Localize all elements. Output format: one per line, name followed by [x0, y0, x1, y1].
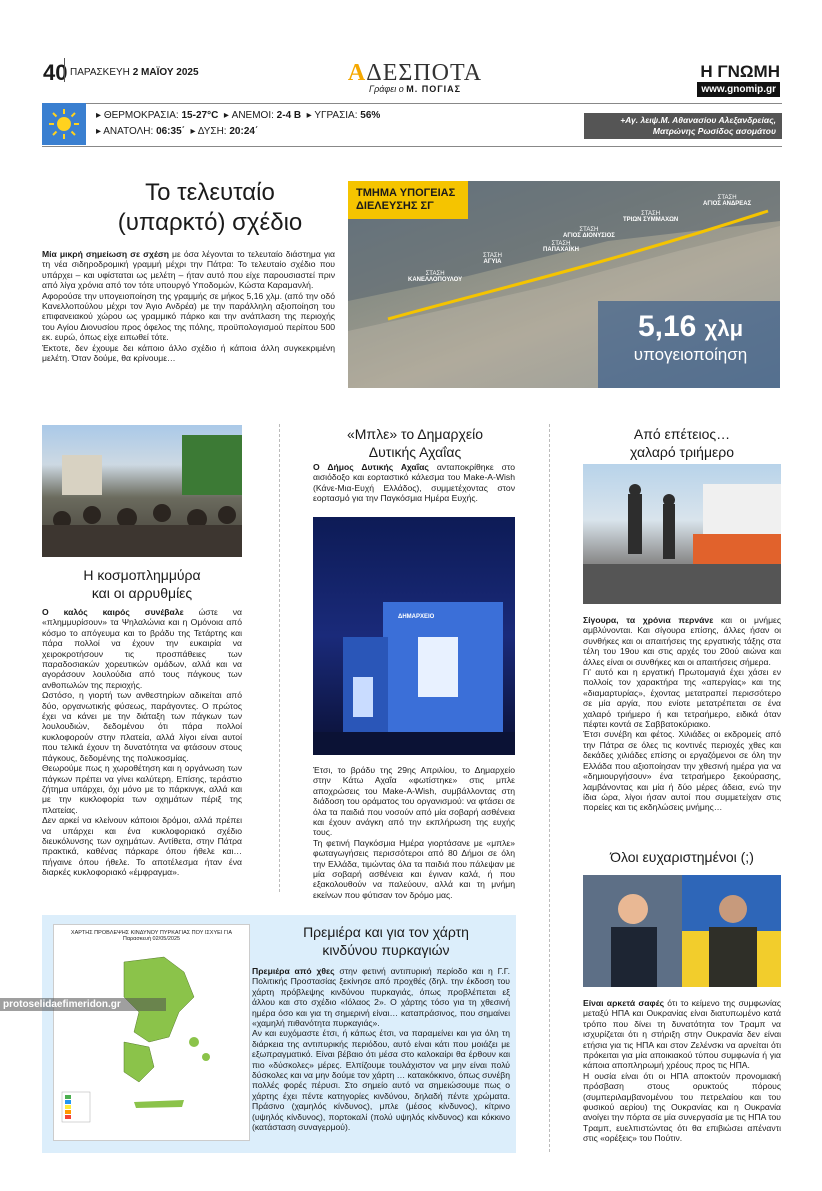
column-byline: Γράφει ο Μ. ΠΟΓΙΑΣ [368, 84, 462, 94]
column-title: ΑΔΕΣΠΟΤΑ [347, 60, 483, 86]
column-masthead [335, 60, 495, 94]
map-length-callout: 5,16 χλμ υπογειοποίηση [633, 310, 748, 364]
leaders-photo [583, 875, 781, 987]
column-divider [279, 424, 280, 892]
station-label: ΣΤΑΣΗ ΠΑΠΑΧΑΪΚΗ [543, 241, 579, 253]
newspaper-url[interactable]: www.gnomip.gr [697, 82, 780, 97]
town-hall-photo [313, 517, 515, 755]
date-day: ΠΑΡΑΣΚΕΥΗ [70, 67, 130, 78]
station-label: ΣΤΑΣΗ ΚΑΝΕΛΛΟΠΟΥΛΟΥ [408, 271, 463, 283]
weather-row-2: ▸ ΑΝΑΤΟΛΗ: 06:35΄ ▸ ΔΥΣΗ: 20:24΄ [96, 126, 259, 137]
crowd-photo [42, 425, 242, 557]
blue-article-title: «Μπλε» το Δημαρχείο Δυτικής Αχαΐας [346, 426, 483, 460]
weekend-article-title: Από επέτειος… χαλαρό τριήμερο [629, 426, 735, 460]
fire-map-date: Παρασκευή 02/05/2025 [122, 936, 181, 942]
weather-row-1: ▸ ΘΕΡΜΟΚΡΑΣΙΑ: 15-27°C ▸ ΑΝΕΜΟΙ: 2-4 Β ▸ ΥΓΡΑΣΙΑ: 56% [96, 110, 381, 121]
station-label: ΣΤΑΣΗ ΑΓΙΟΣ ΔΙΟΝΥΣΙΟΣ [563, 227, 615, 239]
fire-risk-map [53, 924, 250, 1141]
newspaper-logo: Η ΓΝΩΜΗ [700, 62, 780, 81]
station-label: ΣΤΑΣΗ ΤΡΙΩΝ ΣΥΜΜΑΧΩΝ [623, 211, 679, 223]
issue-date [70, 67, 199, 78]
map-banner: ΤΜΗΜΑ ΥΠΟΓΕΙΑΣ ΔΙΕΛΕΥΣΗΣ ΣΓ [356, 187, 456, 212]
happy-article-title: Όλοι ευχαριστημένοι (;) [610, 849, 754, 865]
happy-article-body: Είναι αρκετά σαφές ότι το κείμενο της συμφωνίας μεταξύ ΗΠΑ και Ουκρανίας είναι διατυπωμένο κατά τρόπο που δίνει τη δυνατότητα τον Τραμπ να ισχυρίζεται ότι η στήριξη στην Ουκρανία δεν είναι ετήσια για τις ΗΠΑ και στον Ζελένσκι να αρνείται ότι πρόκειται για μία αποικιακού τύπου συμφωνία ή για κάποια αποπληρωμή χρέους προς τις ΗΠΑ. Η ουσία είναι ότι οι ΗΠΑ αποκτούν προνομιακή πρόσβαση στους ορυκτούς πόρους (συμπεριλαμβανομένου του πετρελαίου και του φυσικού αερίου) της Ουκρανίας και η Ουκρανία ανοίγει την πόρτα σε μία συνεργασία με τις ΗΠΑ του Τραμπ, ευελπιστώντας ότι θα επιβιώσει απέναντι στις «ορέξεις» του Πούτιν. [583, 998, 781, 1144]
ferry-photo [583, 464, 781, 604]
column-divider [549, 424, 550, 1152]
watermark: protoselidaefimeridon.gr [0, 998, 166, 1011]
railway-map-graphic [348, 181, 780, 388]
station-label: ΣΤΑΣΗ ΑΓΙΟΣ ΑΝΔΡΕΑΣ [703, 195, 752, 207]
date-rest: 2 ΜΑΪΟΥ 2025 [132, 67, 199, 78]
header-divider [64, 58, 65, 82]
flowers-article-title: Η κοσμοπλημμύρα και οι αρρυθμίες [83, 567, 201, 601]
blue-article-body: Έτσι, το βράδυ της 29ης Απριλίου, το Δημαρχείο στην Κάτω Αχαΐα «φωτίστηκε» στις μπλε αποχρώσεις του Make-A-Wish, συμβάλλοντας στη διάδοση του οράματος του οργανισμού: να φτάσει σε όλα τα παιδιά που νοσούν από μία σοβαρή ασθένεια και έχουν ανάγκη από την εκπλήρωση της ευχής τους. Τη φετινή Παγκόσμια Ημέρα γιορτάσανε με «μπλε» φωταγωγήσεις περισσότεροι από 80 Δήμοι σε όλη την Ελλάδα, τιμώντας όλα τα παιδιά που πάλεψαν με μία σοβαρή ασθένεια και έγιναν καλά, ή που εξακολουθούν να παλεύουν, αλλά και τη μνήμη εκείνων που φύτισαν τον δρόμο μας. [313, 765, 515, 900]
main-article-title: Το τελευταίο (υπαρκτό) σχέδιο [117, 179, 303, 236]
sun-icon [42, 103, 86, 145]
page-number: 40 [43, 60, 68, 85]
saints-of-day: +Αγ. λειψ.Μ. Αθανασίου Αλεξανδρείας, Ματρώνης Ρωσίδος ασομάτου [584, 113, 782, 139]
station-label: ΣΤΑΣΗ ΑΓΥΙΑ [483, 253, 502, 265]
weekend-article-body: Σίγουρα, τα χρόνια περνάνε και οι μνήμες αμβλύνονται. Και σίγουρα επίσης, άλλες ήσαν οι συνθήκες και οι απαιτήσεις της εργατικής τάξης στα τέλη του 19ου και στις αρχές του 20ού αιώνα και άλλες είναι οι συνθήκες και οι απαιτήσεις σήμερα. Γι' αυτό και η εργατική Πρωτομαγιά έχει χάσει εν πολλοίς τον χαρακτήρα της «απεργίας» και της «διαμαρτυρίας», έχοντας μετατραπεί περισσότερο σε μία αργία, που ενίοτε μετατρέπεται σε ένα χαλαρό τριήμερο ή και τετραήμερο, ειδικά όταν πέφτει κοντά σε Σαββατοκύριακο. Έτσι συνέβη και φέτος. Χιλιάδες οι εκδρομείς από την Πάτρα σε όλες τις κοντινές περιοχές χθες και δεκάδες χιλιάδες επίσης οι εργαζόμενοι σε όλη την Ελλάδα που αξιοποίησαν την χθεσινή ημέρα για να «δημιουργήσουν» ένα τετραήμερο ξεκούρασης, λαμβάνοντας και μία ή δύο μέρες άδεια, ενώ την ίδια ώρα, λίγοι ήσαν αυτοί που συμμετείχαν στις πορείες και τις εκδηλώσεις μνήμης… [583, 615, 781, 813]
fire-map-title: ΧΑΡΤΗΣ ΠΡΟΒΛΕΨΗΣ ΚΙΝΔΥΝΟΥ ΠΥΡΚΑΓΙΑΣ ΠΟΥ ΙΣΧΥΕΙ ΓΙΑ [70, 930, 233, 936]
fire-article-body: Πρεμιέρα από χθες στην φετινή αντιπυρική περίοδο και η Γ.Γ. Πολιτικής Προστασίας ξεκίνησε από προχθές (δηλ. την έκδοση του χάρτη πρόβλεψης κινδύνου πυρκαγιάς, όπως προβλέπεται εξ άλλου και στο σχέδιο «Ιόλαος 2». Ο χάρτης τόσο για τη χθεσινή ημέρα όσο και για τη σημερινή είναι… καταπράσινος, που σημαίνει «χαμηλή πιθανότητα πυρκαγιάς». Αν και ευχόμαστε έτσι, ή κάπως έτσι, να παραμείνει και για όλη τη διάρκεια της αντιπυρικής περιόδου, αυτό είναι κάτι που μοιάζει με εξωπραγματικό. Είναι βέβαιο ότι μέσα στο καλοκαίρι θα έρθουν και πιο «δύσκολες» μέρες. Ελπίζουμε τουλάχιστον να μην είναι πολύ δύσκολες και να μην δούμε τον χάρτη … κατακόκκινο, όπως συνέβη πολλές φορές πέρυσι. Στο σημείο αυτό να σημειώσουμε πως ο χάρτης έχει πέντε κατηγορίες κινδύνου, δηλαδή πέντε χρώματα. Πράσινο (χαμηλός κίνδυνος), μπλε (μέσος κίνδυνος), κίτρινο (υψηλός κίνδυνος), πορτοκαλί (πολύ υψηλός κίνδυνος) και κόκκινο (κατάσταση συναγερμού). [252, 966, 510, 1133]
blue-article-intro: Ο Δήμος Δυτικής Αχαΐας ανταποκρίθηκε στο αισιόδοξο και εορταστικό κάλεσμα του Make-A-Wish (Κάνε-Μια-Ευχή Ελλάδος), συμμετέχοντας στον εορτασμό για την Παγκόσμια Ημέρα Ευχής. [313, 462, 515, 504]
main-article-body: Μία μικρή σημείωση σε σχέση με όσα λέγονται το τελευταίο διάστημα για τη νέα σιδηροδρομική γραμμή μέχρι την Πάτρα: Το τελευταίο σχέδιο που υπάρχει – και υφίσταται ως μελέτη – ήταν αυτό που είχε παρουσιαστεί πριν από λίγα χρόνια από τον τότε υπουργό Υποδομών, Κώστα Καραμανλή. Αφορούσε την υπογειοποίηση της γραμμής σε μήκος 5,16 χλμ. (από την οδό Κανελλοπούλου μέχρι τον Άγιο Ανδρέα) με την παράλληλη αξιοποίηση του επιφανειακού χώρου ως γραμμικό πάρκο και την ανάπλαση της περιοχής του Αγίου Διονυσίου προς όφελος της πόλης, προϋπολογισμού περίπου 500 εκ. ευρώ, όπως είχε ειπωθεί τότε. Έκτοτε, δεν έχουμε δει κάποιο άλλο σχέδιο ή κάποια άλλη συγκεκριμένη μελέτη. Όταν δούμε, θα κρίνουμε… [42, 249, 335, 364]
town-hall-sign: ΔΗΜΑΡΧΕΙΟ [398, 614, 435, 620]
fire-article-title: Πρεμιέρα και για τον χάρτη κινδύνου πυρκαγιών [303, 924, 469, 958]
flowers-article-body: Ο καλός καιρός συνέβαλε ώστε να «πλημμυρίσουν» τα Ψηλαλώνια και η Ομόνοια από κόσμο το απόγευμα και το βράδυ της Τετάρτης και πάρα πολλοί να έχουν την ευκαιρία να χειροκροτήσουν τις προσπάθειες των παραδοσιακών χορευτικών ομάδων, αλλά και να αγοράσουν λουλούδια από τους πάγκους των ανθοπωλών της περιοχής. Ωστόσο, η γιορτή των ανθεστηρίων αδικείται από δύο, οργανωτικής φύσεως, παράγοντες. Ο πρώτος έχει να κάνει με την διάταξη των πάγκων των λουλουδιών, δεδομένου ότι πάρα πολλοί κυκλοφορούν στην πλατεία, αλλά λίγοι είναι αυτοί που τελικά έχουν τη δυνατότητα να φτάσουν στους πάγκους, δεδομένης της πολυκοσμίας. Θεωρούμε πως η χωροθέτηση και η οργάνωση των πάγκων πρέπει να γίνει καλύτερη. Επίσης, τεράστιο ζήτημα υπάρχει, όχι μόνο με το πάρκινγκ, αλλά και με την κυκλοφορία των οχημάτων πέριξ της πλατείας. Δεν αρκεί να κλείνουν κάποιοι δρόμοι, αλλά πρέπει να υπάρχει και ένα κυκλοφοριακό σχέδιο διευκόλυνσης των οχημάτων. Αντίθετα, στην Πάτρα πρακτικά, καθένας πάρκαρε όπου ήθελε και… πήγαινε όπου ήθελε. Το αποτέλεσμα ήταν ένα διαρκές κυκλοφοριακό «έμφραγμα». [42, 607, 243, 878]
